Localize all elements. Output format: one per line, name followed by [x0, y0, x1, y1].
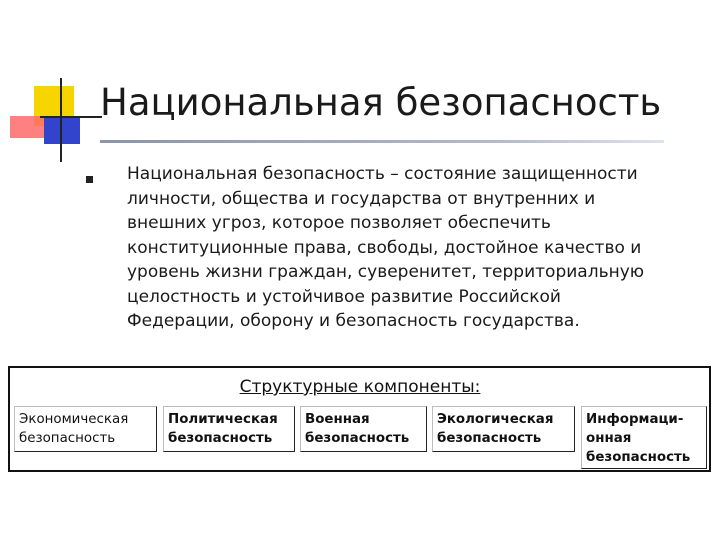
bullet-square-icon — [86, 176, 93, 183]
title-underline-rule — [100, 140, 664, 143]
horizontal-line-shape — [40, 116, 102, 118]
component-political-security: Политическая безопасность — [163, 406, 295, 452]
slide-logo-decoration — [0, 0, 110, 170]
component-ecological-security: Экологическая безопасность — [432, 406, 575, 452]
component-military-security: Военная безопасность — [300, 406, 427, 452]
structure-heading: Структурные компоненты: — [239, 377, 481, 397]
component-economic-security: Экономическая безопасность — [14, 406, 157, 452]
component-information-security: Информаци- онная безопасность — [581, 406, 707, 469]
definition-text: Национальная безопасность – состояние защищенности личности, общества и государства от внутренних и внешних угроз, которое позволяет обеспечить конституционные права, свободы, достойное качество и уровень жизни граждан, суверенитет, территориальную целостность и устойчивое развитие Российской Федерации, оборону и безопасность государства. — [127, 164, 645, 331]
blue-square-shape — [44, 116, 80, 144]
vertical-line-shape — [60, 78, 62, 162]
slide-title: Национальная безопасность — [100, 81, 662, 124]
